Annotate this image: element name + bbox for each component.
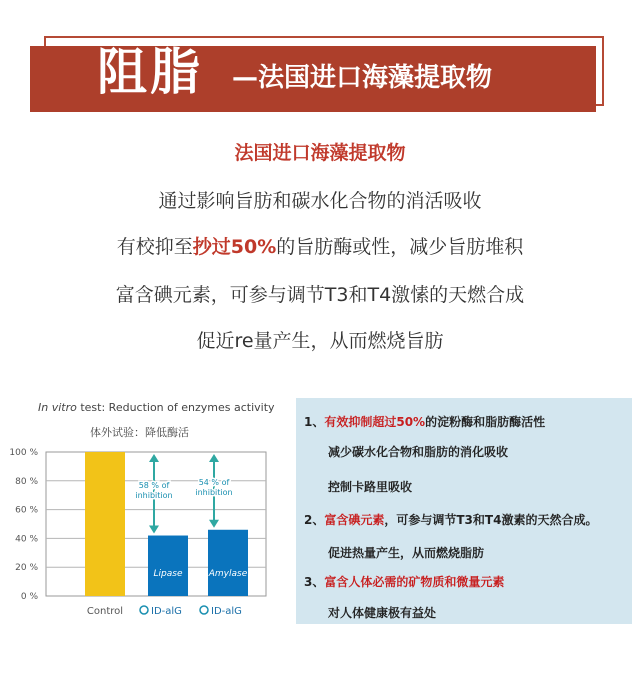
panel-item-2-line-2: 促进热量产生，从而燃烧脂肪 bbox=[328, 546, 485, 560]
item2-text: ，可参与调节T3和T4激素的天然合成。 bbox=[384, 513, 598, 527]
brand-logo-icon bbox=[200, 606, 208, 614]
inhibition-label: 58 % of bbox=[138, 480, 170, 490]
item3-highlight: 富含人体必需的矿物质和微量元素 bbox=[324, 575, 505, 589]
benefit-line-2 bbox=[0, 232, 640, 259]
brand-logo-icon bbox=[140, 606, 148, 614]
panel-item-1-line-3: 控制卡路里吸收 bbox=[328, 480, 413, 494]
section-heading: 法国进口海藻提取物 bbox=[234, 142, 406, 164]
panel-item-1 bbox=[304, 413, 545, 430]
inhibition-label: inhibition bbox=[135, 490, 173, 500]
line2-highlight: 抄过50% bbox=[192, 236, 277, 258]
bar-control bbox=[85, 452, 125, 596]
banner-subtitle: —法国进口海藻提取物 bbox=[232, 63, 493, 93]
panel-item-3 bbox=[304, 573, 504, 590]
item1-highlight: 有效抑制超过50% bbox=[324, 415, 426, 429]
x-tick-label: ID-alG bbox=[151, 606, 182, 617]
chart-subtitle: 体外试验：降低酶活 bbox=[90, 426, 189, 439]
y-tick-label: 100 % bbox=[9, 448, 38, 458]
y-tick-label: 20 % bbox=[15, 563, 38, 574]
y-tick-label: 60 % bbox=[15, 505, 38, 516]
item2-number: 2、 bbox=[304, 513, 325, 527]
chart bbox=[0, 396, 290, 636]
benefit-line-4: 促近re量产生，从而燃烧旨肪 bbox=[196, 330, 444, 352]
chart-title-rest: test: Reduction of enzymes activity bbox=[76, 401, 275, 414]
chart-title-italic: In vitro bbox=[38, 401, 77, 414]
inhibition-label: inhibition bbox=[195, 487, 233, 497]
line2-suffix: 的旨肪酶或性，减少旨肪堆积 bbox=[276, 236, 524, 258]
panel-item-1-line-2: 减少碳水化合物和脂肪的消化吸收 bbox=[328, 445, 509, 459]
y-tick-label: 40 % bbox=[15, 534, 38, 545]
x-tick-label: ID-alG bbox=[211, 606, 242, 617]
benefit-line-1: 通过影响旨肪和碳水化合物的消活吸收 bbox=[158, 190, 482, 212]
line2-prefix: 有校抑至 bbox=[116, 236, 193, 258]
item1-text: 的淀粉酶和脂肪酶活性 bbox=[425, 415, 546, 429]
bar-label: Lipase bbox=[153, 569, 183, 579]
benefit-line-3: 富含碘元素，可参与调节T3和T4激愫的天燃合成 bbox=[115, 284, 525, 306]
item3-number: 3、 bbox=[304, 575, 325, 589]
bar-label: Amylase bbox=[208, 569, 248, 579]
inhibition-label: 54 % of bbox=[198, 477, 230, 487]
bar-lipase bbox=[148, 536, 188, 596]
x-tick-label: Control bbox=[86, 606, 124, 617]
bar-amylase bbox=[208, 530, 248, 596]
y-tick-label: 0 % bbox=[20, 592, 38, 602]
panel-item-3-line-2: 对人体健康极有益处 bbox=[328, 606, 437, 620]
panel-item-2 bbox=[304, 511, 597, 528]
item1-number: 1、 bbox=[304, 415, 325, 429]
item2-highlight: 富含碘元素 bbox=[324, 513, 385, 527]
banner-title: 阻脂 bbox=[97, 43, 203, 101]
chart-title bbox=[38, 401, 275, 414]
y-tick-label: 80 % bbox=[15, 476, 38, 487]
